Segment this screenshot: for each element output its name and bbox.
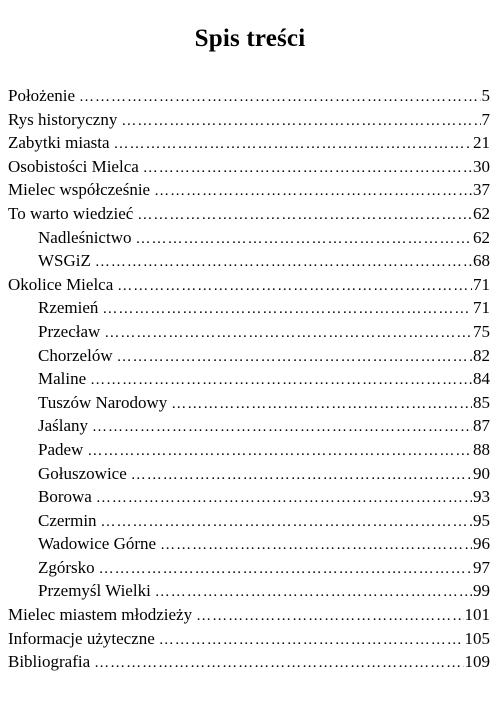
toc-leader-dots [114, 136, 472, 153]
toc-entry [8, 605, 490, 629]
toc-entry-page-number: 71 [473, 274, 490, 294]
toc-entry-label: Mielec współcześnie [8, 180, 151, 200]
toc-entry-page-number: 88 [473, 439, 490, 459]
toc-entry-label: Przecław [38, 321, 101, 341]
toc-entry-page-number: 62 [473, 203, 490, 223]
toc-entry-page-number: 93 [473, 487, 490, 507]
toc-entry-page-number: 71 [473, 298, 490, 318]
toc-leader-dots [87, 443, 472, 460]
toc-entry-page-number: 101 [464, 605, 490, 625]
toc-entry [8, 251, 490, 275]
toc-entry [8, 86, 490, 110]
toc-leader-dots [121, 113, 480, 130]
toc-leader-dots [117, 278, 472, 295]
toc-entry-page-number: 84 [473, 369, 490, 389]
toc-entry-label: Okolice Mielca [8, 274, 114, 294]
toc-entry [8, 487, 490, 511]
toc-entry-label: Położenie [8, 86, 76, 105]
toc-entry [8, 558, 490, 582]
toc-leader-dots [143, 160, 472, 177]
toc-entry-page-number: 21 [473, 133, 490, 153]
toc-leader-dots [160, 537, 472, 554]
toc-entry [8, 581, 490, 605]
toc-entry [8, 393, 490, 417]
toc-entry-page-number: 87 [473, 416, 490, 436]
toc-leader-dots [96, 490, 472, 507]
toc-entry-label: Czermin [38, 510, 97, 530]
toc-entry-page-number: 105 [464, 628, 490, 648]
toc-leader-dots [159, 632, 464, 649]
toc-entry-label: Padew [38, 439, 84, 459]
toc-entry [8, 110, 490, 134]
toc-leader-dots [94, 655, 463, 672]
toc-leader-dots [92, 419, 472, 436]
toc-entry-label: Borowa [38, 487, 92, 507]
toc-entry-page-number: 37 [473, 180, 490, 200]
toc-entry-label: Zabytki miasta [8, 133, 110, 153]
toc-entry [8, 511, 490, 535]
toc-entry-label: WSGiZ [38, 251, 91, 271]
toc-entry [8, 228, 490, 252]
toc-entry-label: Zgórsko [38, 557, 95, 577]
toc-entry-label: Osobistości Mielca [8, 156, 139, 176]
toc-entry-page-number: 30 [473, 156, 490, 176]
toc-entry [8, 322, 490, 346]
toc-leader-dots [137, 207, 472, 224]
table-of-contents [8, 86, 490, 676]
toc-leader-dots [104, 325, 472, 342]
toc-entry-label: Rys historyczny [8, 109, 118, 129]
toc-leader-dots [135, 231, 472, 248]
toc-entry-label: Jaślany [38, 416, 89, 436]
toc-leader-dots [99, 561, 472, 578]
toc-entry [8, 133, 490, 157]
toc-entry-page-number: 5 [481, 86, 490, 105]
toc-entry [8, 629, 490, 653]
toc-leader-dots [131, 467, 472, 484]
toc-entry-label: To warto wiedzieć [8, 203, 134, 223]
toc-entry-page-number: 97 [473, 557, 490, 577]
toc-entry-page-number: 7 [481, 109, 490, 129]
toc-entry-label: Bibliografia [8, 652, 91, 672]
toc-entry [8, 416, 490, 440]
toc-entry-page-number: 68 [473, 251, 490, 271]
toc-entry [8, 204, 490, 228]
toc-entry-label: Przemyśl Wielki [38, 581, 151, 601]
toc-leader-dots [90, 372, 472, 389]
toc-leader-dots [79, 89, 480, 106]
toc-entry-label: Chorzelów [38, 345, 113, 365]
toc-entry [8, 440, 490, 464]
toc-entry [8, 180, 490, 204]
toc-entry-label: Nadleśnictwo [38, 227, 132, 247]
page-title: Spis treści [194, 25, 306, 52]
toc-entry-label: Gołuszowice [38, 463, 127, 483]
toc-entry-label: Mielec miastem młodzieży [8, 605, 193, 625]
toc-entry-label: Rzemień [38, 298, 99, 318]
toc-entry-page-number: 109 [464, 652, 490, 672]
toc-entry [8, 346, 490, 370]
toc-leader-dots [196, 608, 463, 625]
toc-entry-label: Wadowice Górne [38, 534, 157, 554]
toc-leader-dots [95, 254, 472, 271]
toc-entry-page-number: 99 [473, 581, 490, 601]
toc-entry-page-number: 96 [473, 534, 490, 554]
toc-entry [8, 369, 490, 393]
toc-leader-dots [101, 514, 472, 531]
toc-entry-page-number: 62 [473, 227, 490, 247]
toc-entry-page-number: 95 [473, 510, 490, 530]
toc-entry-page-number: 75 [473, 321, 490, 341]
toc-entry [8, 298, 490, 322]
toc-entry-page-number: 82 [473, 345, 490, 365]
toc-entry [8, 534, 490, 558]
toc-leader-dots [102, 301, 472, 318]
toc-entry-label: Maline [38, 369, 87, 389]
toc-entry [8, 652, 490, 676]
toc-entry-label: Tuszów Narodowy [38, 392, 168, 412]
toc-entry [8, 464, 490, 488]
toc-leader-dots [154, 183, 472, 200]
toc-leader-dots [155, 584, 472, 601]
toc-entry [8, 275, 490, 299]
toc-leader-dots [171, 396, 472, 413]
toc-entry-page-number: 90 [473, 463, 490, 483]
toc-entry-page-number: 85 [473, 392, 490, 412]
toc-entry [8, 157, 490, 181]
toc-entry-label: Informacje użyteczne [8, 628, 155, 648]
toc-leader-dots [117, 349, 472, 366]
